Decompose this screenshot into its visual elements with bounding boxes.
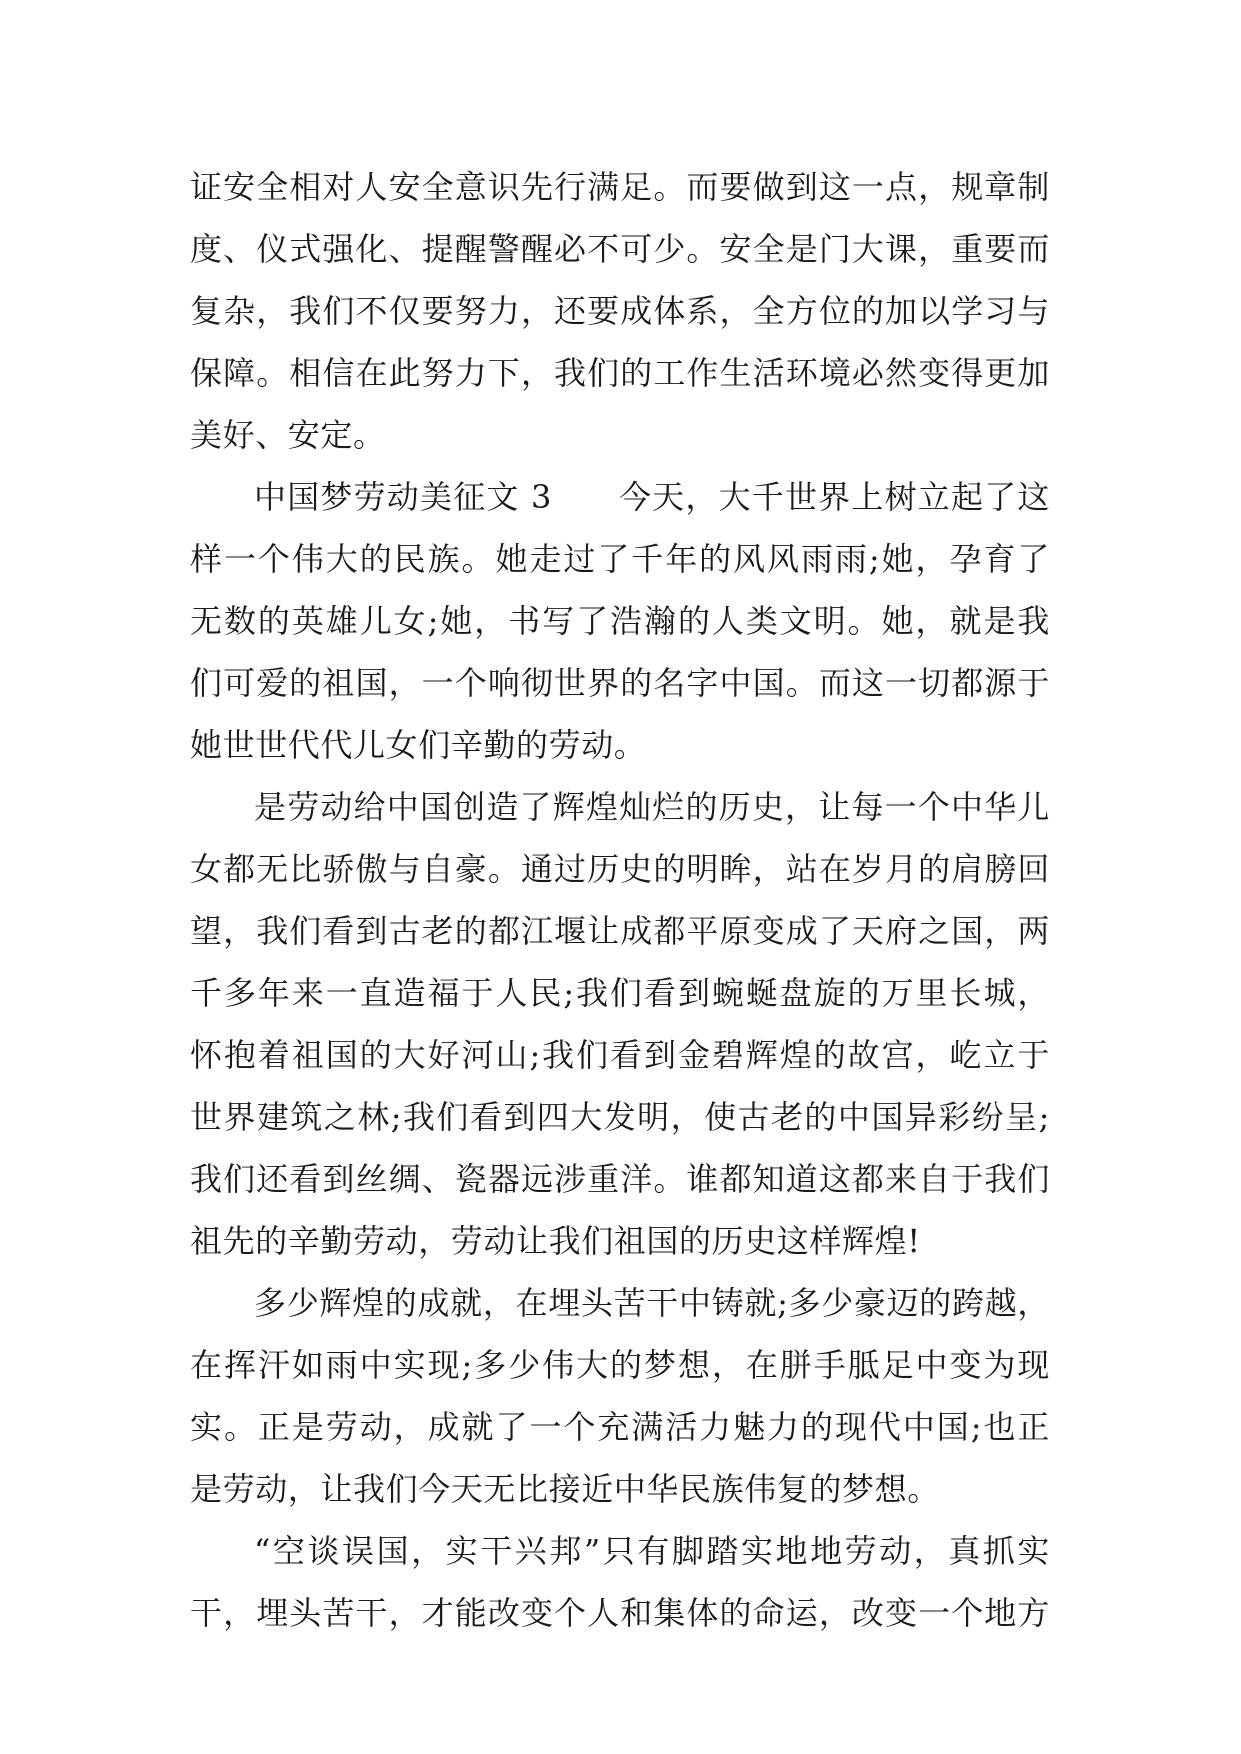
text-line: “空谈误国，实干兴邦”只有脚踏实地地劳动，真抓实: [254, 1532, 1050, 1570]
text-line: 怀抱着祖国的大好河山;我们看到金碧辉煌的故宫，屹立于: [190, 1036, 1050, 1074]
text-line: 千多年来一直造福于人民;我们看到蜿蜒盘旋的万里长城，: [190, 974, 1050, 1012]
text-line: 干，埋头苦干，才能改变个人和集体的命运，改变一个地方: [190, 1594, 1050, 1632]
text-line: 实。正是劳动，成就了一个充满活力魅力的现代中国;也正: [190, 1408, 1050, 1446]
text-line: 望，我们看到古老的都江堰让成都平原变成了天府之国，两: [190, 912, 1050, 950]
text-line: 保障。相信在此努力下，我们的工作生活环境必然变得更加: [190, 354, 1050, 392]
text-line: 是劳动给中国创造了辉煌灿烂的历史，让每一个中华儿: [254, 788, 1050, 826]
text-line: 复杂，我们不仅要努力，还要成体系，全方位的加以学习与: [190, 292, 1050, 330]
text-line: 祖先的辛勤劳动，劳动让我们祖国的历史这样辉煌!: [190, 1222, 921, 1260]
text-line: 我们还看到丝绸、瓷器远涉重洋。谁都知道这都来自于我们: [190, 1160, 1050, 1198]
text-line: 在挥汗如雨中实现;多少伟大的梦想，在胼手胝足中变为现: [190, 1346, 1050, 1384]
text-line: 中国梦劳动美征文 3 今天，大千世界上树立起了这: [254, 478, 1050, 516]
text-line: 无数的英雄儿女;她，书写了浩瀚的人类文明。她，就是我: [190, 602, 1050, 640]
text-line: 们可爱的祖国，一个响彻世界的名字中国。而这一切都源于: [190, 664, 1050, 702]
text-line: 度、仪式强化、提醒警醒必不可少。安全是门大课，重要而: [190, 230, 1050, 268]
text-line: 世界建筑之林;我们看到四大发明，使古老的中国异彩纷呈;: [190, 1098, 1050, 1136]
document-body: [190, 156, 1050, 1644]
text-line: 样一个伟大的民族。她走过了千年的风风雨雨;她，孕育了: [190, 540, 1050, 578]
text-line: 美好、安定。: [190, 416, 386, 454]
text-line: 她世世代代儿女们辛勤的劳动。: [190, 726, 647, 764]
text-line: 是劳动，让我们今天无比接近中华民族伟复的梦想。: [190, 1470, 940, 1508]
text-line: 女都无比骄傲与自豪。通过历史的明眸，站在岁月的肩膀回: [190, 850, 1050, 888]
text-line: 证安全相对人安全意识先行满足。而要做到这一点，规章制: [190, 168, 1050, 206]
text-line: 多少辉煌的成就，在埋头苦干中铸就;多少豪迈的跨越，: [254, 1284, 1050, 1322]
